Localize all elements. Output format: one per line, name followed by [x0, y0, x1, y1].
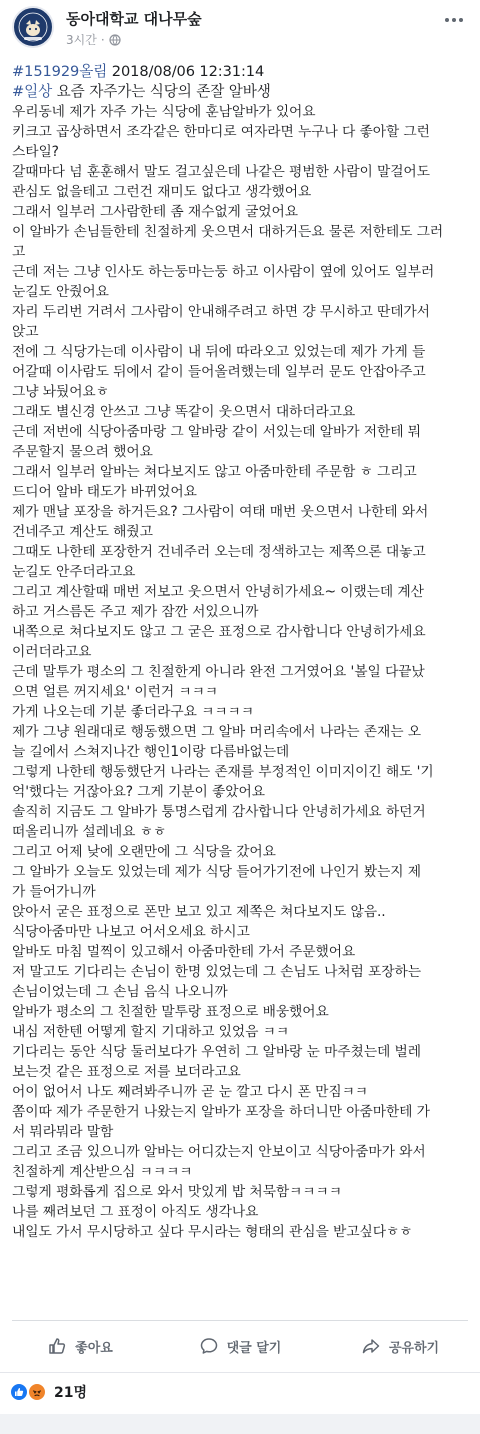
post-text-line: 앉아서 굳은 표정으로 폰만 보고 있고 제쪽은 쳐다보지도 않음..: [12, 904, 386, 920]
post-title-line: [12, 82, 472, 102]
post-headline: [12, 62, 472, 82]
angry-face-icon: [30, 1385, 44, 1399]
post-number-hashtag[interactable]: #151929올림: [12, 63, 108, 80]
post-text-line: 하고 거스름돈 주고 제가 잠깐 서있으니까: [12, 604, 259, 620]
post-text-line: 그렇게 평화롭게 집으로 와서 맛있게 밥 처묵함ㅋㅋㅋㅋ: [12, 1184, 342, 1200]
post-text-line: 이 알바가 손님들한테 친절하게 웃으면서 대하거든요 물론 저한테도 그러: [12, 224, 444, 240]
divider: [12, 1320, 468, 1321]
more-dot-icon: [459, 18, 463, 22]
post-text-line: 근데 저는 그냥 인사도 하는둥마는둥 하고 이사람이 옆에 있어도 일부러: [12, 264, 435, 280]
comment-icon: [199, 1336, 219, 1356]
post-text-line: 식당아줌마만 나보고 어서오세요 하시고: [12, 924, 250, 940]
post-text-line: 전에 그 식당가는데 이사람이 내 뒤에 따라오고 있었는데 제가 가게 들: [12, 344, 426, 360]
post-text-line: 키크고 곱상하면서 조각같은 한마디로 여자라면 누구나 다 좋아할 그런: [12, 124, 430, 140]
share-button[interactable]: [320, 1326, 480, 1366]
post-text-line: 떠올리니까 설레네요 ㅎㅎ: [12, 824, 167, 840]
post-text-line: 그리고 어제 낮에 오랜만에 그 식당을 갔어요: [12, 844, 276, 860]
post-text-line: 알바도 마침 멀찍이 있고해서 아줌마한테 가서 주문했어요: [12, 944, 356, 960]
more-dot-icon: [445, 18, 449, 22]
like-label: 좋아요: [75, 1340, 113, 1356]
post-text-line: 그 알바가 오늘도 있었는데 제가 식당 들어가기전에 나인거 봤는지 제: [12, 864, 421, 880]
thumbs-up-icon: [14, 1387, 24, 1397]
post-text-line: 나를 째려보던 그 표정이 아직도 생각나요: [12, 1204, 259, 1220]
post-text-line: 알바가 평소의 그 친절한 말투랑 표정으로 배웅했어요: [12, 1004, 329, 1020]
reaction-count: 21명: [54, 1385, 88, 1401]
post-text-line: 억'했다는 거잖아요? 그게 기분이 좋았어요: [12, 784, 265, 800]
post-text-line: 친절하게 계산받으심 ㅋㅋㅋㅋ: [12, 1164, 193, 1180]
divider: [0, 1372, 480, 1373]
like-button[interactable]: [0, 1326, 160, 1366]
post-text-line: 스타일?: [12, 144, 59, 160]
post-text-line: 그때도 나한테 포장한거 건네주러 오는데 정색하고는 제쪽으론 대놓고: [12, 544, 426, 560]
post-text-line: 내일도 가서 무시당하고 싶다 무시라는 형태의 관심을 받고싶다ㅎㅎ: [12, 1224, 413, 1240]
post-text-line: 저 말고도 기다리는 손님이 한명 있었는데 그 손님도 나처럼 포장하는: [12, 964, 421, 980]
comment-area-edge: [0, 1414, 480, 1434]
angry-reaction-icon: [28, 1383, 46, 1401]
post-header: [0, 0, 480, 56]
more-options-button[interactable]: [442, 12, 466, 28]
post-text-line: 근데 저번에 식당아줌마랑 그 알바랑 같이 서있는데 알바가 저한테 뭐: [12, 424, 421, 440]
post-text-line: 갈때마다 넘 훈훈해서 말도 걸고싶은데 나같은 평범한 사람이 말걸어도: [12, 164, 430, 180]
action-bar: [0, 1326, 480, 1366]
page-name-link[interactable]: 동아대학교 대나무숲: [66, 10, 202, 28]
post-text-line: 쫌이따 제가 주문한거 나왔는지 알바가 포장을 하더니만 아줌마한테 가: [12, 1104, 430, 1120]
post-text-line: 서 뭐라뭐라 말함: [12, 1124, 114, 1140]
post-text-line: 주문할지 물으려 했어요: [12, 444, 153, 460]
post-meta: [66, 31, 121, 48]
share-label: 공유하기: [388, 1340, 440, 1356]
meta-separator: ·: [100, 32, 105, 47]
comment-label: 댓글 달기: [226, 1340, 282, 1356]
post-text-line: 어갈때 이사람도 뒤에서 같이 들어올려했는데 일부러 문도 안잡아주고: [12, 364, 426, 380]
post-text-line: 건네주고 계산도 해줬고: [12, 524, 153, 540]
post-text-line: 제가 그냥 원래대로 행동했으면 그 알바 머리속에서 나라는 존재는 오: [12, 724, 421, 740]
post-text-line: 제가 맨날 포장을 하거든요? 그사람이 여태 매번 웃으면서 나한테 와서: [12, 504, 429, 520]
post-text-line: 그리고 계산할때 매번 저보고 웃으면서 안녕히가세요~ 이랬는데 계산: [12, 584, 424, 600]
like-reaction-icon: [10, 1383, 28, 1401]
category-hashtag[interactable]: #일상: [12, 83, 53, 100]
post-text-line: 가 들어가니까: [12, 884, 96, 900]
post-text-line: 어이 없어서 나도 째려봐주니까 곧 눈 깔고 다시 폰 만짐ㅋㅋ: [12, 1084, 369, 1100]
post-text-line: 이러더라고요: [12, 644, 92, 660]
post-text-line: 가게 나오는데 기분 좋더라구요 ㅋㅋㅋㅋ: [12, 704, 255, 720]
post-text-line: 보는것 같은 표정으로 저를 보더라고요: [12, 1064, 241, 1080]
post-text-line: 손님이었는데 그 손님 음식 나오니까: [12, 984, 228, 1000]
comment-button[interactable]: [160, 1326, 320, 1366]
post-text-line: 내심 저한텐 어떻게 할지 기대하고 있었음 ㅋㅋ: [12, 1024, 290, 1040]
post-text-line: 자리 두리번 거려서 그사람이 안내해주려고 하면 걍 무시하고 딴데가서: [12, 304, 430, 320]
post-text-line: 그래서 일부러 그사람한테 좀 재수없게 굴었어요: [12, 204, 298, 220]
more-dot-icon: [452, 18, 456, 22]
post-text-line: 으면 얼른 꺼지세요' 이런거 ㅋㅋㅋ: [12, 684, 219, 700]
post-text-line: 우리동네 제가 자주 가는 식당에 훈남알바가 있어요: [12, 104, 316, 120]
post-text-line: 그래도 별신경 안쓰고 그냥 똑같이 웃으면서 대하더라고요: [12, 404, 356, 420]
post-text-line: 관심도 없을테고 그런건 재미도 없다고 생각했어요: [12, 184, 312, 200]
reactions-summary[interactable]: [10, 1380, 87, 1404]
post-text-line: 눈길도 안줬어요: [12, 284, 109, 300]
post-text-line: 기다리는 동안 식당 둘러보다가 우연히 그 알바랑 눈 마주쳤는데 벌레: [12, 1044, 421, 1060]
post-text-line: 그리고 조금 있으니까 알바는 어디갔는지 안보이고 식당아줌마가 와서: [12, 1144, 426, 1160]
post-timestamp[interactable]: 3시간: [66, 33, 97, 47]
post-text: [12, 102, 472, 1242]
post-text-line: 내쪽으로 쳐다보지도 않고 그 굳은 표정으로 감사합니다 안녕히가세요: [12, 624, 426, 640]
post-text-line: 그렇게 나한테 행동했단거 나라는 존재를 부정적인 이미지이긴 해도 '기: [12, 764, 434, 780]
post-text-line: 앉고: [12, 324, 39, 340]
post-text-line: 눈길도 안주더라고요: [12, 564, 136, 580]
post-text-line: 늘 길에서 스쳐지나간 행인1이랑 다름바없는데: [12, 744, 290, 760]
post-text-line: 고: [12, 244, 26, 260]
page-avatar[interactable]: [12, 6, 54, 48]
bamboo-forest-logo-icon: [14, 8, 52, 46]
globe-icon[interactable]: [109, 34, 121, 46]
share-arrow-icon: [361, 1336, 381, 1356]
post-text-line: 드디어 알바 태도가 바뀌었어요: [12, 484, 197, 500]
thumbs-up-icon: [47, 1336, 67, 1356]
post-text-line: 그래서 일부러 알바는 쳐다보지도 않고 아줌마한테 주문함 ㅎ 그리고: [12, 464, 417, 480]
post-text-line: 그냥 놔뒀어요ㅎ: [12, 384, 109, 400]
post-datetime: 2018/08/06 12:31:14: [111, 63, 265, 80]
post-text-line: 근데 말투가 평소의 그 친절한게 아니라 완전 그거였어요 '볼일 다끝났: [12, 664, 425, 680]
post-text-line: 솔직히 지금도 그 알바가 퉁명스럽게 감사합니다 안녕히가세요 하던거: [12, 804, 426, 820]
post-title: 요즘 자주가는 식당의 존잘 알바생: [56, 83, 271, 100]
post-body: [12, 62, 472, 1242]
